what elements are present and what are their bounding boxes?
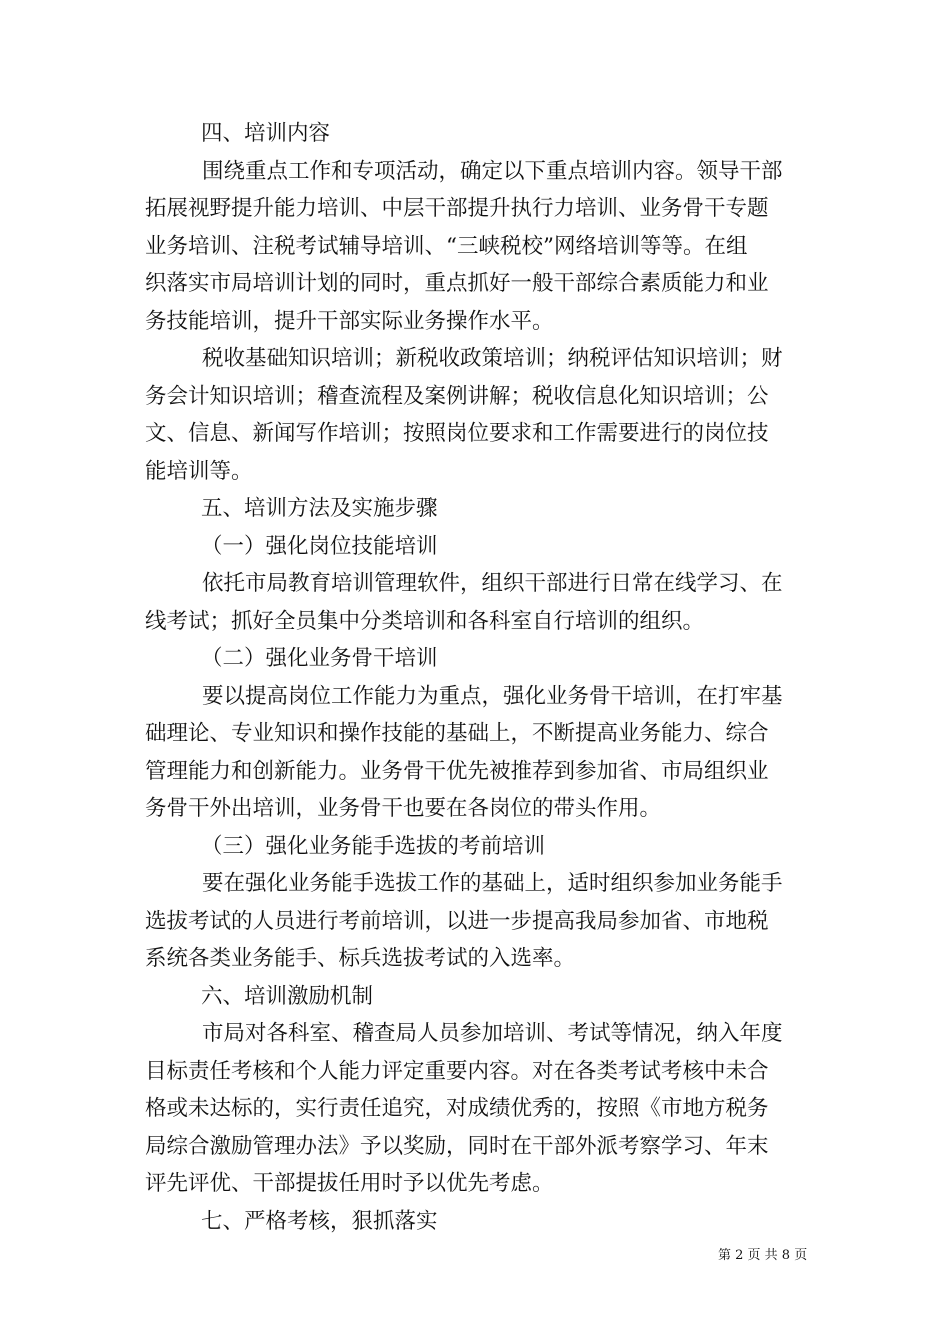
- paragraph-line: 务会计知识培训；稽查流程及案例讲解；税收信息化知识培训；公: [145, 383, 769, 409]
- paragraph-line: 依托市局教育培训管理软件，组织干部进行日常在线学习、在: [202, 571, 783, 596]
- paragraph-line: 市局对各科室、稽查局人员参加培训、考试等情况，纳入年度: [202, 1021, 783, 1046]
- section-heading-training-content: 四、培训内容: [201, 121, 331, 146]
- section-heading-incentive-mechanism: 六、培训激励机制: [201, 983, 374, 1009]
- paragraph-line: 管理能力和创新能力。业务骨干优先被推荐到参加省、市局组织业: [145, 758, 769, 784]
- paragraph-line: 选拔考试的人员进行考前培训，以进一步提高我局参加省、市地税: [145, 908, 769, 934]
- document-body: [145, 115, 810, 1240]
- paragraph-line: 税收基础知识培训；新税收政策培训；纳税评估知识培训；财: [202, 346, 783, 371]
- section-heading-strict-assessment: 七、严格考核，狠抓落实: [201, 1208, 438, 1234]
- paragraph-line: 围绕重点工作和专项活动，确定以下重点培训内容。领导干部: [202, 158, 783, 184]
- paragraph-line: 目标责任考核和个人能力评定重要内容。对在各类考试考核中未合: [145, 1058, 769, 1084]
- subsection-heading-post-skills: （一）强化岗位技能培训: [201, 533, 438, 559]
- paragraph-line: 务技能培训，提升干部实际业务操作水平。: [145, 308, 554, 334]
- subsection-heading-pre-exam-training: （三）强化业务能手选拔的考前培训: [201, 833, 546, 859]
- paragraph-line: 线考试；抓好全员集中分类培训和各科室自行培训的组织。: [145, 608, 705, 634]
- paragraph-line: 要以提高岗位工作能力为重点，强化业务骨干培训，在打牢基: [202, 683, 783, 709]
- paragraph-line: 要在强化业务能手选拔工作的基础上，适时组织参加业务能手: [202, 871, 783, 896]
- paragraph-line: 格或未达标的，实行责任追究，对成绩优秀的，按照《市地方税务: [145, 1096, 769, 1121]
- paragraph-line: 织落实市局培训计划的同时，重点抓好一般干部综合素质能力和业: [145, 271, 769, 296]
- section-heading-training-methods: 五、培训方法及实施步骤: [201, 496, 438, 521]
- paragraph-line: 系统各类业务能手、标兵选拔考试的入选率。: [145, 946, 576, 971]
- paragraph-line: 业务培训、注税考试辅导培训、“三峡税校”网络培训等等。在组: [145, 233, 748, 259]
- paragraph-line: 务骨干外出培训，业务骨干也要在各岗位的带头作用。: [145, 796, 662, 821]
- paragraph-line: 局综合激励管理办法》予以奖励，同时在干部外派考察学习、年末: [145, 1133, 769, 1159]
- subsection-heading-backbone-training: （二）强化业务骨干培训: [201, 646, 438, 671]
- paragraph-line: 能培训等。: [145, 458, 253, 484]
- paragraph-line: 文、信息、新闻写作培训；按照岗位要求和工作需要进行的岗位技: [145, 421, 769, 446]
- paragraph-line: 础理论、专业知识和操作技能的基础上，不断提高业务能力、综合: [145, 721, 769, 746]
- paragraph-line: 评先评优、干部提拔任用时予以优先考虑。: [145, 1171, 554, 1196]
- paragraph-line: 拓展视野提升能力培训、中层干部提升执行力培训、业务骨干专题: [145, 196, 769, 221]
- page-number-footer: 第 2 页 共 8 页: [718, 1248, 808, 1263]
